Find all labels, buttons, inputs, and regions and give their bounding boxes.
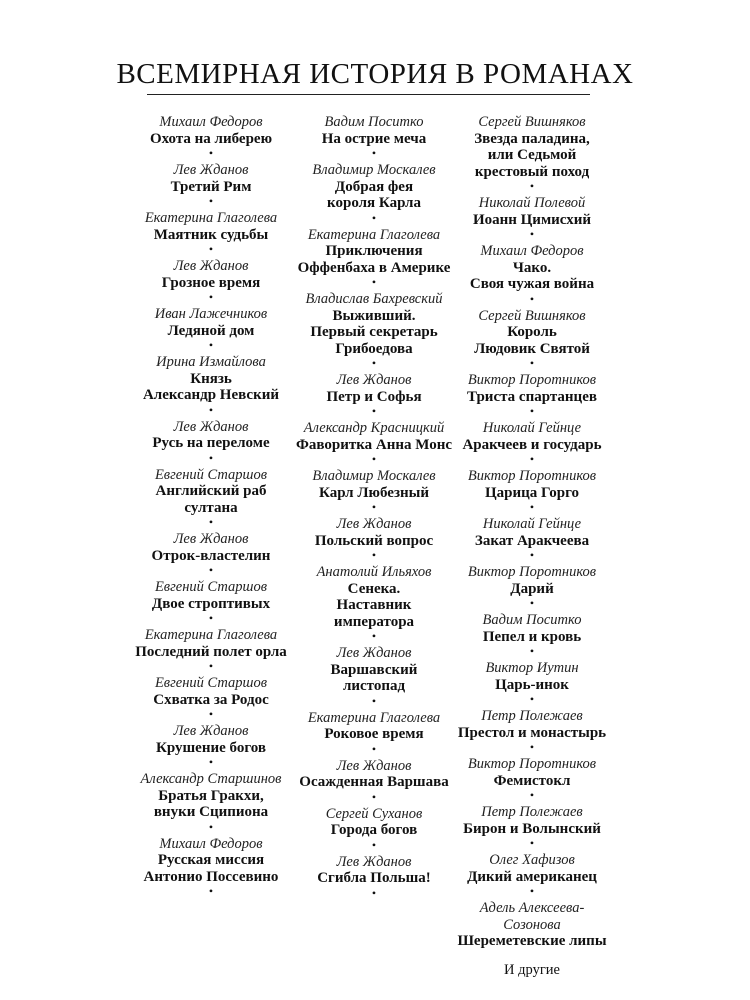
book-author: Лев Жданов (173, 258, 249, 274)
book-entry (289, 564, 459, 643)
book-entry (289, 806, 459, 852)
book-title: Схватка за Родос (153, 691, 269, 708)
book-author: Виктор Поротников (467, 372, 597, 388)
bullet-separator: • (529, 692, 535, 706)
book-entry (289, 758, 459, 804)
title-rule (147, 94, 590, 95)
book-entry (289, 372, 459, 418)
bullet-separator: • (529, 452, 535, 466)
bullet-separator: • (529, 596, 535, 610)
bullet-separator: • (529, 227, 535, 241)
book-list-column-3 (452, 114, 612, 978)
book-author: Иван Лажечников (154, 306, 268, 322)
book-title: Карл Любезный (319, 484, 429, 501)
bullet-separator: • (529, 404, 535, 418)
book-title: Крушение богов (155, 739, 266, 756)
bullet-separator: • (208, 290, 214, 304)
bullet-separator: • (529, 740, 535, 754)
book-title: Царь-инок (495, 676, 569, 693)
book-author: Александр Старшинов (140, 771, 282, 787)
book-entry (128, 114, 294, 160)
book-title: Последний полет орла (135, 643, 287, 660)
bullet-separator: • (371, 885, 377, 900)
book-title: Русская миссия Антонио Поссевино (143, 852, 279, 885)
book-author: Николай Полевой (478, 195, 586, 211)
book-entry (128, 419, 294, 465)
book-title: Роковое время (324, 726, 424, 742)
series-title: ВСЕМИРНАЯ ИСТОРИЯ В РОМАНАХ (116, 58, 634, 90)
bullet-separator: • (208, 194, 214, 208)
book-author: Владислав Бахревский (305, 291, 443, 307)
book-title: Царица Горго (484, 484, 580, 501)
bullet-separator: • (529, 500, 535, 514)
bullet-separator: • (208, 563, 214, 577)
book-entry (128, 771, 294, 834)
bullet-separator: • (208, 707, 214, 721)
book-author: Вадим Поситко (482, 612, 582, 628)
book-entry (128, 258, 294, 304)
book-author: Лев Жданов (173, 531, 249, 547)
bullet-separator: • (529, 788, 535, 802)
bullet-separator: • (371, 837, 377, 852)
book-author: Михаил Федоров (480, 243, 584, 259)
book-author: Владимир Москалев (312, 468, 436, 484)
book-title: Приключения Оффенбаха в Америке (297, 243, 451, 276)
book-title: Братья Гракхи, внуки Сципиона (153, 787, 269, 820)
book-entry (452, 756, 612, 802)
book-author: Екатерина Глаголева (307, 709, 441, 726)
book-title: Варшавский листопад (330, 661, 418, 694)
bullet-separator: • (371, 741, 377, 756)
book-entry (128, 354, 294, 417)
bullet-separator: • (529, 179, 535, 193)
book-author: Лев Жданов (336, 516, 412, 532)
book-title: Охота на либерею (149, 130, 273, 147)
book-entry (289, 227, 459, 290)
book-title: Двое строптивых (151, 595, 271, 612)
book-entry (452, 243, 612, 306)
book-title: Маятник судьбы (153, 226, 269, 243)
book-author: Петр Полежаев (481, 708, 583, 724)
book-author: Николай Гейнце (482, 420, 582, 436)
book-author: Екатерина Глаголева (307, 226, 441, 243)
book-entry (289, 114, 459, 160)
book-author: Анатолий Ильяхов (316, 564, 432, 580)
book-author: Виктор Поротников (467, 756, 597, 772)
book-title: Князь Александр Невский (142, 370, 280, 403)
book-title: Бирон и Волынский (463, 820, 601, 837)
bullet-separator: • (208, 819, 214, 834)
book-author: Сергей Суханов (325, 805, 423, 822)
book-entry (128, 162, 294, 208)
book-entry (452, 708, 612, 754)
book-author: Евгений Старшов (154, 466, 268, 483)
book-title: Король Людовик Святой (474, 324, 590, 357)
book-title: Польский вопрос (314, 532, 434, 549)
bullet-separator: • (371, 789, 377, 804)
book-author: Вадим Поситко (324, 114, 424, 130)
bullet-separator: • (371, 275, 377, 289)
book-title: Фемистокл (493, 772, 571, 789)
book-title: Триста спартанцев (467, 388, 597, 405)
bullet-separator: • (208, 659, 214, 673)
bullet-separator: • (208, 242, 214, 256)
book-entry (289, 468, 459, 514)
book-title: Петр и Софья (326, 388, 422, 405)
closing-note: И другие (504, 961, 560, 978)
bullet-separator: • (208, 146, 214, 160)
book-entry (452, 516, 612, 562)
book-author: Сергей Вишняков (478, 114, 586, 130)
book-author: Лев Жданов (173, 723, 249, 739)
book-entry (128, 723, 294, 769)
book-author: Николай Гейнце (482, 516, 582, 532)
book-entry (289, 516, 459, 562)
book-entry (452, 804, 612, 850)
book-author: Владимир Москалев (312, 162, 436, 178)
book-title: Добрая фея короля Карла (327, 178, 421, 211)
book-author: Лев Жданов (336, 372, 412, 388)
book-entry (128, 210, 294, 256)
book-title: Пепел и кровь (482, 628, 582, 645)
bullet-separator: • (529, 884, 535, 898)
book-title: Ледяной дом (167, 322, 255, 339)
book-title: Английский раб султана (155, 483, 267, 516)
bullet-separator: • (371, 146, 377, 160)
book-title: Грозное время (161, 274, 261, 291)
book-entry (289, 420, 459, 466)
book-entry (128, 306, 294, 352)
book-entry (289, 291, 459, 370)
book-title: Фаворитка Анна Монс (295, 436, 453, 453)
book-entry (452, 564, 612, 610)
bullet-separator: • (371, 404, 377, 418)
bullet-separator: • (529, 644, 535, 658)
bullet-separator: • (529, 548, 535, 562)
book-entry (452, 114, 612, 193)
book-author: Олег Хафизов (489, 852, 575, 868)
bullet-separator: • (371, 356, 377, 370)
book-author: Евгений Старшов (154, 675, 268, 691)
book-title: Чако. Своя чужая война (469, 259, 595, 292)
bullet-separator: • (208, 884, 214, 898)
bullet-separator: • (529, 356, 535, 370)
book-entry (452, 468, 612, 514)
book-list-column-2 (289, 114, 459, 902)
book-title: Города богов (330, 822, 418, 838)
book-title: Престол и монастырь (457, 724, 607, 741)
book-author: Лев Жданов (336, 645, 412, 661)
bullet-separator: • (529, 836, 535, 850)
book-entry (289, 162, 459, 225)
book-author: Лев Жданов (173, 418, 249, 435)
book-author: Лев Жданов (336, 853, 412, 870)
book-entry (452, 900, 612, 950)
bullet-separator: • (371, 452, 377, 466)
bullet-separator: • (371, 210, 377, 225)
book-author: Лев Жданов (173, 162, 249, 178)
book-list-column-1 (128, 114, 294, 900)
book-author: Екатерина Глаголева (144, 627, 278, 643)
book-author: Михаил Федоров (159, 114, 263, 130)
book-title: Осажденная Варшава (299, 774, 449, 790)
book-entry (128, 579, 294, 625)
bullet-separator: • (371, 548, 377, 562)
book-title: Третий Рим (170, 178, 252, 195)
book-author: Адель Алексеева- Созонова (479, 900, 585, 933)
bullet-separator: • (529, 291, 535, 306)
book-author: Лев Жданов (336, 757, 412, 774)
bullet-separator: • (371, 500, 377, 514)
book-title: На острие меча (321, 130, 427, 147)
bullet-separator: • (208, 515, 214, 529)
book-title: Закат Аракчеева (474, 532, 590, 549)
book-author: Виктор Поротников (467, 564, 597, 580)
book-title: Иоанн Цимисхий (472, 211, 592, 228)
book-title: Аракчеев и государь (462, 436, 602, 453)
book-entry (128, 467, 294, 530)
book-author: Петр Полежаев (481, 804, 583, 820)
book-title: Дарий (510, 580, 554, 597)
book-entry (452, 660, 612, 706)
book-author: Виктор Иутин (485, 660, 579, 676)
book-entry (452, 308, 612, 371)
book-title: Дикий американец (467, 868, 597, 885)
book-title: Сгибла Польша! (317, 870, 431, 886)
bullet-separator: • (208, 338, 214, 352)
book-entry (128, 531, 294, 577)
bullet-separator: • (371, 693, 377, 708)
bullet-separator: • (371, 629, 377, 643)
bullet-separator: • (208, 611, 214, 625)
book-author: Евгений Старшов (154, 579, 268, 595)
book-title: Русь на переломе (152, 435, 270, 451)
book-entry (452, 372, 612, 418)
book-title: Выживший. Первый секретарь Грибоедова (310, 307, 438, 357)
book-title: Отрок-властелин (151, 547, 271, 564)
bullet-separator: • (208, 450, 214, 465)
book-author: Сергей Вишняков (478, 307, 586, 324)
book-title: Шереметевские липы (457, 933, 607, 949)
book-entry (452, 195, 612, 241)
book-entry (452, 420, 612, 466)
book-entry (128, 627, 294, 673)
book-entry (452, 612, 612, 658)
book-author: Михаил Федоров (159, 835, 263, 852)
bullet-separator: • (208, 755, 214, 769)
book-title: Звезда паладина, или Седьмой крестовый поход (474, 130, 590, 180)
book-entry (128, 836, 294, 899)
book-entry (289, 854, 459, 900)
book-entry (289, 710, 459, 756)
book-author: Екатерина Глаголева (144, 210, 278, 226)
book-author: Александр Красницкий (303, 420, 445, 436)
book-author: Ирина Измайлова (156, 354, 266, 370)
book-entry (452, 852, 612, 898)
book-author: Виктор Поротников (467, 468, 597, 484)
book-entry (128, 675, 294, 721)
book-title: Сенека. Наставник императора (333, 580, 415, 630)
book-entry (289, 645, 459, 708)
bullet-separator: • (208, 402, 214, 417)
